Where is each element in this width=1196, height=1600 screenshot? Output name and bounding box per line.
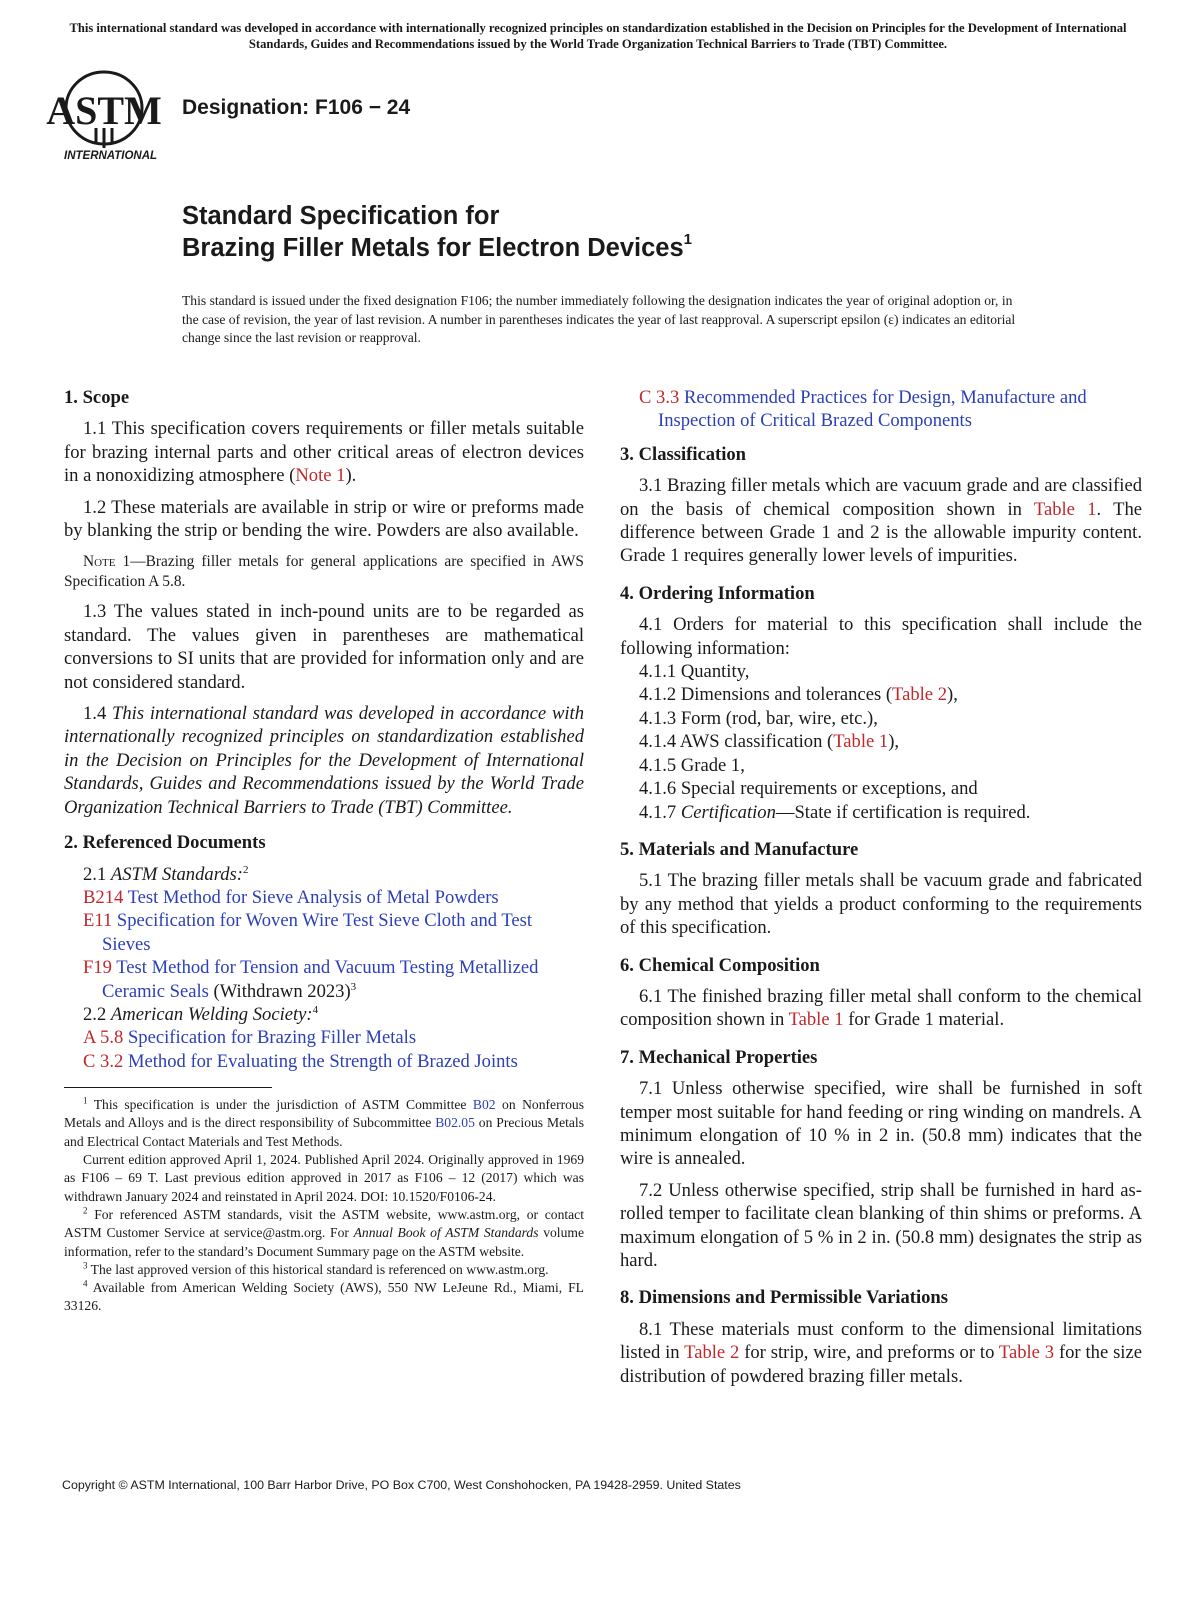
designation: Designation: F106 − 24 bbox=[182, 96, 411, 119]
b02-05-link[interactable]: B02.05 bbox=[435, 1115, 475, 1131]
dimensions-8-1: 8.1 These materials must conform to the dimensional limitations listed in Table 2 for strip, wire, and preforms or to Table 3 for the size distribution of powdered brazing filler metals. bbox=[620, 1318, 1142, 1387]
mechanical-7-1: 7.1 Unless otherwise specified, wire shall be furnished in soft temper most suitable for hand feeding or ring winding on mandrels. A minimum elongation of 10 % in 2 in. (50.8 mm) indicates that the wire is annealed. bbox=[620, 1078, 1142, 1170]
ref-b214[interactable]: B214 Test Method for Sieve Analysis of Metal Powders bbox=[83, 886, 499, 908]
scope-1-2: 1.2 These materials are available in strip or wire or preforms made by blanking the strip or bending the wire. Powders are also available. bbox=[64, 496, 584, 542]
dimensions-heading: 8. Dimensions and Permissible Variations bbox=[620, 1287, 949, 1309]
classification-3-1: 3.1 Brazing filler metals which are vacuum grade and are classified on the basis of chemical composition shown in Table 1. The difference between Grade 1 and 2 is the allowable impurity content. Grade 1 requires generally lower levels of impurities. bbox=[620, 475, 1142, 567]
footnote-4: $^4$ Available from American Welding Society (AWS), 550 NW LeJeune Rd., Miami, FL 33126. bbox=[64, 1278, 584, 1314]
table-3-link[interactable]: Table 3 bbox=[998, 1342, 1055, 1364]
ordering-4-1-7: 4.1.7 Certification—State if certification is required. bbox=[639, 801, 1031, 823]
ordering-4-1-4: 4.1.4 AWS classification (Table 1), bbox=[639, 731, 900, 753]
chemical-6-1: 6.1 The finished brazing filler metal shall conform to the chemical composition shown in Table 1 for Grade 1 material. bbox=[620, 985, 1142, 1031]
copyright: Copyright © ASTM International, 100 Barr Harbor Drive, PO Box C700, West Conshohocken, PA 19428-2959. United States bbox=[62, 1478, 741, 1492]
ordering-4-1-2: 4.1.2 Dimensions and tolerances (Table 2), bbox=[639, 684, 958, 706]
logo-brand-glyphs: ASTM bbox=[46, 88, 162, 133]
right-column bbox=[620, 386, 1142, 1396]
ref-c3-2[interactable]: C 3.2 Method for Evaluating the Strength of Brazed Joints bbox=[83, 1050, 518, 1072]
left-column bbox=[64, 386, 584, 1316]
materials-heading: 5. Materials and Manufacture bbox=[620, 838, 859, 860]
logo-sub-glyphs: INTERNATIONAL bbox=[64, 150, 158, 162]
table-1-link[interactable]: Table 1 bbox=[1033, 498, 1097, 520]
materials-5-1: 5.1 The brazing filler metals shall be vacuum grade and fabricated by any method that yields a product conforming to the requirements of this specification. bbox=[620, 870, 1142, 939]
ordering-4-1-3: 4.1.3 Form (rod, bar, wire, etc.), bbox=[639, 707, 878, 729]
note-1-link[interactable]: Note 1 bbox=[295, 465, 346, 487]
aws-label: 2.2 American Welding Society:$^4$ bbox=[83, 1003, 319, 1025]
referenced-documents-heading: 2. Referenced Documents bbox=[64, 832, 266, 854]
issue-note: This standard is issued under the fixed designation F106; the number immediately following the designation indicates the year of original adoption or, in the case of revision, the year of last revision. A number in parentheses indicates the year of last reapproval. A superscript epsilon (ε) indicates an editorial change since the last revision or reapproval. bbox=[182, 293, 1016, 345]
scope-heading: 1. Scope bbox=[64, 387, 130, 408]
table-2-link[interactable]: Table 2 bbox=[684, 1342, 740, 1364]
footnote-2: $^2$ For referenced ASTM standards, visit the ASTM website, www.astm.org, or contact ASTM Customer Service at service@astm.org. For Annual Book of ASTM Standards volume information, refer to the standard’s Document Summary page on the ASTM website. bbox=[64, 1205, 584, 1259]
chemical-heading: 6. Chemical Composition bbox=[620, 954, 820, 976]
footnote-3: $^3$ The last approved version of this historical standard is referenced on www.astm.org. bbox=[83, 1260, 549, 1277]
document-title bbox=[182, 200, 692, 264]
ordering-4-1: 4.1 Orders for material to this specification shall include the following information: bbox=[620, 614, 1142, 659]
mechanical-7-2: 7.2 Unless otherwise specified, strip shall be furnished in hard as-rolled temper to facilitate clean blanking of thin shims or preforms. A maximum elongation of 5 % in 2 in. (50.8 mm) designates the strip as hard. bbox=[620, 1179, 1142, 1271]
astm-logo bbox=[46, 66, 180, 166]
ordering-4-1-5: 4.1.5 Grade 1, bbox=[639, 754, 745, 776]
scope-1-1: 1.1 This specification covers requirements or filler metals suitable for brazing internal parts and other critical areas of electron devices in a nonoxidizing atmosphere (Note 1). bbox=[64, 418, 584, 487]
ordering-4-1-6: 4.1.6 Special requirements or exceptions, and bbox=[639, 778, 978, 800]
footnote-1-edition: Current edition approved April 1, 2024. Published April 2024. Originally approved in 1969 as F106 – 69 T. Last previous edition approved in 2017 as F106 – 12 (2017) which was withdrawn January 2024 and reinstated in April 2024. DOI: 10.1520/F0106-24. bbox=[64, 1152, 584, 1204]
title-footnote-mark: 1 bbox=[683, 230, 693, 248]
ref-e11[interactable]: E11 Specification for Woven Wire Test Sieve Cloth and Test Sieves bbox=[83, 910, 533, 955]
footnote-1: $^1$ This specification is under the jurisdiction of ASTM Committee B02 on Nonferrous Metals and Alloys and is the direct responsibility of Subcommittee B02.05 on Precious Metals and Electrical Contact Materials and Test Methods. bbox=[64, 1095, 585, 1149]
table-1-link[interactable]: Table 1 bbox=[788, 1009, 844, 1031]
scope-1-3: 1.3 The values stated in inch-pound units are to be regarded as standard. The values given in parentheses are mathematical conversions to SI units that are provided for information only and are not considered standard. bbox=[64, 601, 584, 693]
table-2-link[interactable]: Table 2 bbox=[892, 684, 948, 706]
ref-c3-3[interactable]: C 3.3 Recommended Practices for Design, Manufacture and Inspection of Critical Brazed Components bbox=[639, 387, 1087, 432]
footnote-rule bbox=[64, 1087, 272, 1088]
table-1-link[interactable]: Table 1 bbox=[833, 731, 889, 753]
title-line-2: Brazing Filler Metals for Electron Devices$^1$ bbox=[182, 230, 693, 262]
scope-1-4: 1.4 This international standard was developed in accordance with internationally recognized principles on standardization established in the Decision on Principles for the Development of International Standards, Guides and Recommendations issued by the World Trade Organization Technical Barriers to Trade (TBT) Committee. bbox=[64, 703, 584, 818]
ref-f19[interactable]: F19 Test Method for Tension and Vacuum Testing Metallized Ceramic Seals (Withdrawn 2023)$^3$ bbox=[83, 957, 539, 1002]
title-line-1: Standard Specification for bbox=[182, 202, 500, 230]
top-notice: This international standard was developed in accordance with internationally recognized principles on standardization established in the Decision on Principles for the Development of International Standards, Guides and Recommendations issued by the World Trade Organization Technical Barriers to Trade (TBT) Committee. bbox=[69, 21, 1127, 51]
ordering-4-1-1: 4.1.1 Quantity, bbox=[639, 661, 750, 683]
astm-standards-label: 2.1 ASTM Standards:$^2$ bbox=[83, 863, 249, 885]
mechanical-heading: 7. Mechanical Properties bbox=[620, 1046, 818, 1068]
note-1: Note 1—Brazing filler metals for general applications are specified in AWS Specification A 5.8. bbox=[64, 553, 584, 591]
ref-a5-8[interactable]: A 5.8 Specification for Brazing Filler Metals bbox=[83, 1027, 417, 1049]
classification-heading: 3. Classification bbox=[620, 443, 747, 465]
ordering-heading: 4. Ordering Information bbox=[620, 582, 815, 604]
b02-link[interactable]: B02 bbox=[472, 1097, 496, 1113]
